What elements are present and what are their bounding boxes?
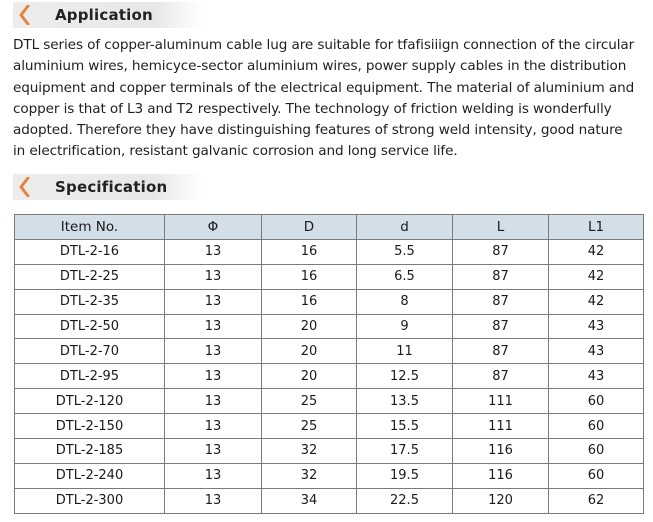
- table-cell: 15.5: [357, 414, 453, 439]
- table-cell: 62: [549, 488, 644, 513]
- item-number-cell: DTL-2-120: [15, 389, 165, 414]
- table-cell: 13: [165, 389, 262, 414]
- table-cell: 16: [262, 239, 357, 264]
- table-cell: 13.5: [357, 389, 453, 414]
- table-cell: 60: [549, 463, 644, 488]
- table-cell: 32: [262, 439, 357, 464]
- table-cell: 42: [549, 239, 644, 264]
- application-text-line: copper is that of L3 and T2 respectively. The technology of friction welding is wonderfully: [13, 100, 612, 117]
- specification-table: [14, 214, 644, 514]
- item-number-cell: DTL-2-50: [15, 314, 165, 339]
- table-cell: 13: [165, 463, 262, 488]
- application-text-line: aluminium wires, hemicyce-sector aluminium wires, power supply cables in the distribution: [13, 58, 627, 75]
- table-cell: 9: [357, 314, 453, 339]
- table-row: [15, 289, 644, 314]
- chevron-left-icon: [15, 3, 33, 27]
- table-cell: 20: [262, 339, 357, 364]
- item-number-cell: DTL-2-35: [15, 289, 165, 314]
- specification-heading: Specification: [55, 178, 168, 196]
- table-cell: 20: [262, 364, 357, 389]
- table-row: [15, 439, 644, 464]
- table-row: [15, 239, 644, 264]
- table-cell: 87: [453, 314, 549, 339]
- table-cell: 22.5: [357, 488, 453, 513]
- table-cell: 16: [262, 289, 357, 314]
- table-cell: 5.5: [357, 239, 453, 264]
- table-cell: 42: [549, 264, 644, 289]
- column-header: d: [357, 215, 453, 240]
- table-cell: 13: [165, 289, 262, 314]
- table-cell: 13: [165, 314, 262, 339]
- table-cell: 34: [262, 488, 357, 513]
- column-header: L1: [549, 215, 644, 240]
- table-cell: 43: [549, 364, 644, 389]
- table-cell: 60: [549, 439, 644, 464]
- table-row: [15, 339, 644, 364]
- application-text-line: adopted. Therefore they have distinguishing features of strong weld intensity, good nature: [13, 122, 623, 139]
- table-row: [15, 364, 644, 389]
- application-text-line: equipment and copper terminals of the electrical equipment. The material of aluminium and: [13, 79, 635, 96]
- application-section-header: [13, 2, 203, 28]
- table-cell: 111: [453, 414, 549, 439]
- table-cell: 120: [453, 488, 549, 513]
- table-cell: 8: [357, 289, 453, 314]
- item-number-cell: DTL-2-16: [15, 239, 165, 264]
- table-cell: 13: [165, 264, 262, 289]
- item-number-cell: DTL-2-70: [15, 339, 165, 364]
- table-row: [15, 463, 644, 488]
- table-row: [15, 314, 644, 339]
- item-number-cell: DTL-2-25: [15, 264, 165, 289]
- table-row: [15, 264, 644, 289]
- table-header-row: [15, 215, 644, 240]
- table-body: [15, 239, 644, 513]
- item-number-cell: DTL-2-300: [15, 488, 165, 513]
- table-cell: 16: [262, 264, 357, 289]
- table-cell: 87: [453, 364, 549, 389]
- table-cell: 13: [165, 414, 262, 439]
- table-cell: 25: [262, 414, 357, 439]
- table-cell: 13: [165, 339, 262, 364]
- table-row: [15, 389, 644, 414]
- application-text-line: DTL series of copper-aluminum cable lug are suitable for tfafisiiign connection of the circular: [13, 37, 635, 53]
- item-number-cell: DTL-2-240: [15, 463, 165, 488]
- column-header: Φ: [165, 215, 262, 240]
- table-cell: 43: [549, 314, 644, 339]
- table-cell: 111: [453, 389, 549, 414]
- column-header: L: [453, 215, 549, 240]
- table-cell: 13: [165, 239, 262, 264]
- table-cell: 60: [549, 389, 644, 414]
- application-description: [13, 35, 645, 163]
- item-number-cell: DTL-2-150: [15, 414, 165, 439]
- table-cell: 87: [453, 339, 549, 364]
- column-header: Item No.: [15, 215, 165, 240]
- table-cell: 13: [165, 488, 262, 513]
- table-cell: 12.5: [357, 364, 453, 389]
- column-header: D: [262, 215, 357, 240]
- table-cell: 6.5: [357, 264, 453, 289]
- table-cell: 42: [549, 289, 644, 314]
- item-number-cell: DTL-2-185: [15, 439, 165, 464]
- item-number-cell: DTL-2-95: [15, 364, 165, 389]
- table-cell: 17.5: [357, 439, 453, 464]
- table-cell: 32: [262, 463, 357, 488]
- application-text-line: in electrification, resistant galvanic corrosion and long service life.: [13, 143, 458, 160]
- table-cell: 43: [549, 339, 644, 364]
- chevron-left-icon: [15, 175, 33, 199]
- table-cell: 116: [453, 463, 549, 488]
- table-cell: 19.5: [357, 463, 453, 488]
- table-cell: 13: [165, 439, 262, 464]
- table-cell: 13: [165, 364, 262, 389]
- table-cell: 25: [262, 389, 357, 414]
- table-cell: 87: [453, 239, 549, 264]
- table-cell: 11: [357, 339, 453, 364]
- specification-section-header: [13, 174, 203, 200]
- table-row: [15, 414, 644, 439]
- table-cell: 60: [549, 414, 644, 439]
- table-cell: 87: [453, 264, 549, 289]
- application-heading: Application: [55, 6, 153, 24]
- table-cell: 116: [453, 439, 549, 464]
- table-cell: 20: [262, 314, 357, 339]
- table-row: [15, 488, 644, 513]
- table-cell: 87: [453, 289, 549, 314]
